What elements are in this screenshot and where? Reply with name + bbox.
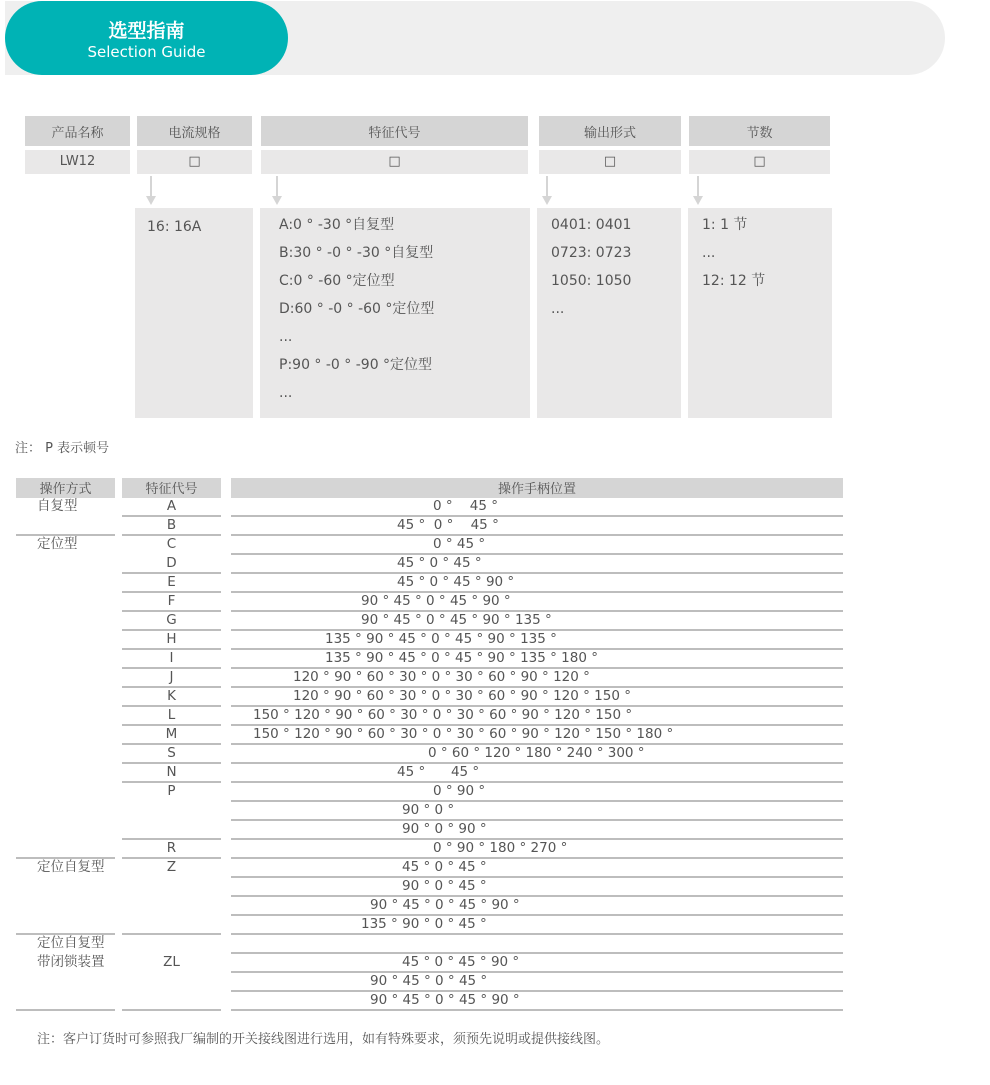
- table-cell-position: 120 ° 90 ° 60 ° 30 ° 0 ° 30 ° 60 ° 90 ° 120 °: [293, 669, 590, 685]
- table-cell-code: P: [167, 783, 176, 799]
- table-cell-mode: 定位自复型: [37, 859, 105, 875]
- table-cell-position: 135 ° 90 ° 0 ° 45 °: [361, 916, 487, 932]
- feature-option: A:0 ° -30 °自复型: [279, 217, 395, 233]
- table-position-cell: [231, 744, 843, 763]
- current-option: 16: 16A: [147, 219, 202, 235]
- table-position-cell: [231, 649, 843, 668]
- table-cell-position: 90 ° 45 ° 0 ° 45 ° 90 °: [370, 897, 520, 913]
- table-cell-position: 90 ° 45 ° 0 ° 45 °: [370, 973, 488, 989]
- table-position-cell: [231, 687, 843, 706]
- output-option: ...: [551, 301, 565, 317]
- column-head-output: 输出形式: [539, 116, 681, 146]
- table-cell-code: [122, 801, 221, 820]
- feature-option: B:30 ° -0 ° -30 °自复型: [279, 245, 434, 261]
- table-cell-position: 150 ° 120 ° 90 ° 60 ° 30 ° 0 ° 30 ° 60 ° 90 ° 120 ° 150 ° 180 °: [253, 726, 674, 742]
- column-code-output: □: [539, 150, 681, 174]
- table-cell-code: K: [167, 688, 176, 704]
- table-position-cell: [231, 630, 843, 649]
- sections-option: 1: 1 节: [702, 217, 748, 233]
- arrow-down-icon: [272, 176, 282, 206]
- table-cell-code: H: [166, 631, 177, 647]
- note-p-meaning: 注： P 表示顿号: [15, 441, 110, 456]
- sections-option: 12: 12 节: [702, 273, 766, 289]
- row-divider: [122, 1009, 221, 1011]
- table-cell-code: R: [166, 840, 177, 856]
- column-head-current: 电流规格: [137, 116, 252, 146]
- column-code-product-name: LW12: [25, 150, 130, 174]
- header-title-badge: [5, 1, 288, 75]
- table-cell-position: 45 ° 0 ° 45 °: [397, 517, 499, 533]
- output-option: 0723: 0723: [551, 245, 632, 261]
- table-position-cell: [231, 706, 843, 725]
- column-code-sections: □: [689, 150, 830, 174]
- output-option: 1050: 1050: [551, 273, 632, 289]
- table-cell-code: G: [166, 612, 177, 628]
- column-head-feature-code: 特征代号: [261, 116, 528, 146]
- table-position-cell: [231, 611, 843, 630]
- column-body-sections: [688, 208, 832, 418]
- header-title-en: Selection Guide: [87, 43, 206, 61]
- table-position-cell: [231, 839, 843, 858]
- table-cell-position: 0 ° 90 ° 180 ° 270 °: [433, 840, 568, 856]
- feature-option: C:0 ° -60 °定位型: [279, 273, 395, 289]
- table-cell-position: 45 ° 0 ° 45 °: [397, 555, 482, 571]
- table-cell-code: M: [165, 726, 178, 742]
- table-position-cell: [231, 915, 843, 934]
- table-cell-code: L: [167, 707, 176, 723]
- table-cell-code: Z: [166, 859, 177, 875]
- table-cell-code: E: [167, 574, 176, 590]
- table-cell-code: [122, 896, 221, 915]
- table-cell-position: 120 ° 90 ° 60 ° 30 ° 0 ° 30 ° 60 ° 90 ° 120 ° 150 °: [293, 688, 631, 704]
- sections-option: ...: [702, 245, 716, 261]
- table-cell-code: F: [167, 593, 176, 609]
- feature-option: P:90 ° -0 ° -90 °定位型: [279, 357, 433, 373]
- column-code-feature-code: □: [261, 150, 528, 174]
- output-option: 0401: 0401: [551, 217, 632, 233]
- table-cell-code: [122, 991, 221, 1010]
- row-divider: [231, 1009, 843, 1011]
- table-cell-code: I: [169, 650, 174, 666]
- table-cell-code: S: [167, 745, 176, 761]
- table-cell-code: N: [166, 764, 177, 780]
- table-cell-position: 0 ° 45 °: [433, 536, 486, 552]
- table-position-cell: [231, 953, 843, 972]
- table-cell-position: 90 ° 0 ° 45 °: [402, 878, 487, 894]
- table-cell-code: [122, 972, 221, 991]
- table-position-cell: [231, 896, 843, 915]
- table-cell-position: 45 ° 0 ° 45 ° 90 °: [402, 954, 520, 970]
- table-position-cell: [231, 535, 843, 554]
- arrow-down-icon: [146, 176, 156, 206]
- table-cell-code: B: [166, 517, 177, 533]
- table-cell-code: C: [166, 536, 177, 552]
- table-cell-mode: 定位自复型: [37, 935, 105, 951]
- note-ordering: 注：客户订货时可参照我厂编制的开关接线图进行选用，如有特殊要求，须预先说明或提供接线图。: [37, 1032, 610, 1047]
- table-cell-position: 45 ° 0 ° 45 °: [402, 859, 487, 875]
- table-position-cell: [231, 573, 843, 592]
- table-cell-code: [122, 877, 221, 896]
- feature-option: ...: [279, 329, 293, 345]
- column-code-current: □: [137, 150, 252, 174]
- table-cell-code: J: [169, 669, 174, 685]
- table-cell-position: 90 ° 45 ° 0 ° 45 ° 90 °: [361, 593, 511, 609]
- row-divider: [16, 1009, 115, 1011]
- table-cell-position: 0 ° 90 °: [433, 783, 486, 799]
- table-cell-mode: 带闭锁装置: [37, 954, 105, 970]
- table-header-mode: 操作方式: [16, 478, 115, 498]
- column-body-feature-code: [260, 208, 530, 418]
- arrow-down-icon: [542, 176, 552, 206]
- table-cell-mode: 定位型: [37, 536, 78, 552]
- table-cell-position: 135 ° 90 ° 45 ° 0 ° 45 ° 90 ° 135 ° 180 °: [325, 650, 598, 666]
- arrow-down-icon: [693, 176, 703, 206]
- table-position-cell: [231, 972, 843, 991]
- feature-option: D:60 ° -0 ° -60 °定位型: [279, 301, 435, 317]
- table-cell-code: [122, 934, 221, 953]
- table-position-cell: [231, 554, 843, 573]
- table-cell-code: A: [166, 498, 177, 514]
- feature-option: ...: [279, 385, 293, 401]
- table-position-cell: [231, 991, 843, 1010]
- table-position-cell: [231, 934, 843, 953]
- table-position-cell: [231, 668, 843, 687]
- column-body-current: [135, 208, 253, 418]
- table-position-cell: [231, 592, 843, 611]
- table-cell-code: D: [166, 555, 177, 571]
- table-header-code: 特征代号: [122, 478, 221, 498]
- table-position-cell: [231, 820, 843, 839]
- table-cell-position: 0 ° 60 ° 120 ° 180 ° 240 ° 300 °: [428, 745, 645, 761]
- table-cell-position: 45 ° 0 ° 45 ° 90 °: [397, 574, 515, 590]
- table-position-cell: [231, 877, 843, 896]
- column-body-output: [537, 208, 681, 418]
- table-cell-position: 0 ° 45 °: [433, 498, 499, 514]
- column-head-product-name: 产品名称: [25, 116, 130, 146]
- table-cell-position: 90 ° 45 ° 0 ° 45 ° 90 ° 135 °: [361, 612, 552, 628]
- table-position-cell: [231, 725, 843, 744]
- table-cell-code: [122, 915, 221, 934]
- table-position-cell: [231, 763, 843, 782]
- table-cell-position: 90 ° 0 °: [402, 802, 455, 818]
- table-cell-code: ZL: [163, 954, 180, 970]
- table-position-cell: [231, 858, 843, 877]
- header-title-cn: 选型指南: [108, 20, 185, 42]
- table-header-position: 操作手柄位置: [231, 478, 843, 498]
- table-cell-position: 90 ° 45 ° 0 ° 45 ° 90 °: [370, 992, 520, 1008]
- column-head-sections: 节数: [689, 116, 830, 146]
- table-cell-position: 135 ° 90 ° 45 ° 0 ° 45 ° 90 ° 135 °: [325, 631, 557, 647]
- table-cell-mode: 自复型: [37, 498, 78, 514]
- table-cell-code: [122, 820, 221, 839]
- table-cell-position: 150 ° 120 ° 90 ° 60 ° 30 ° 0 ° 30 ° 60 ° 90 ° 120 ° 150 °: [253, 707, 633, 723]
- table-cell-position: 45 ° 45 °: [397, 764, 480, 780]
- table-position-cell: [231, 516, 843, 535]
- table-cell-position: 90 ° 0 ° 90 °: [402, 821, 487, 837]
- table-position-cell: [231, 801, 843, 820]
- table-position-cell: [231, 497, 843, 516]
- table-position-cell: [231, 782, 843, 801]
